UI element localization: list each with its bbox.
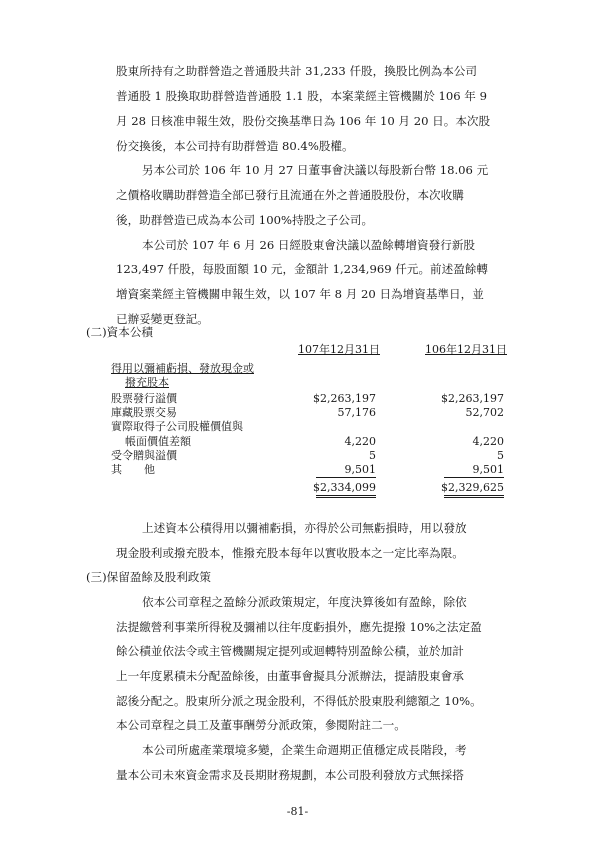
table-cell-107: 9,501 [344, 463, 376, 476]
table-cell-107: $2,263,197 [313, 392, 376, 405]
total-double-rule-106-b [444, 497, 504, 498]
paragraph-3-line-1: 本公司於 107 年 6 月 26 日經股東會決議以盈餘轉增資發行新股 [142, 238, 476, 252]
paragraph-2-line-3: 後，助群營造已成為本公司 100%持股之子公司。 [116, 213, 374, 227]
table-row-label: 帳面價值差額 [125, 435, 191, 448]
table-cell-107: 57,176 [337, 406, 376, 419]
paragraph-1-line-3: 月 28 日核准申報生效，股份交換基準日為 106 年 10 月 20 日。本次股 [116, 114, 491, 128]
paragraph-1-line-1: 股東所持有之助群營造之普通股共計 31,233 仟股，換股比例為本公司 [116, 64, 477, 78]
table-cell-106: 9,501 [472, 463, 504, 476]
total-double-rule-107-b [316, 497, 376, 498]
total-double-rule-106-a [444, 495, 504, 496]
table-row-label: 其 他 [111, 463, 155, 476]
column-header-106: 106年12月31日 [425, 343, 507, 356]
table-cell-107: 5 [369, 449, 376, 462]
table-cell-107: 4,220 [344, 435, 376, 448]
paragraph-2-line-2: 之價格收購助群營造全部已發行且流通在外之普通股股份，本次收購 [116, 188, 464, 202]
paragraph-5-line-6: 本公司章程之員工及董事酬勞分派政策，參閱附註二一。 [116, 718, 406, 732]
table-cell-106: 4,220 [472, 435, 504, 448]
table-row-label: 庫藏股票交易 [111, 406, 177, 419]
paragraph-4-line-2: 現金股利或撥充股本，惟撥充股本每年以實收股本之一定比率為限。 [116, 546, 464, 560]
paragraph-5-line-2: 法提繳營利事業所得稅及彌補以往年度虧損外，應先提撥 10%之法定盈 [116, 620, 482, 634]
paragraph-1-line-4: 份交換後，本公司持有助群營造 80.4%股權。 [116, 139, 354, 153]
paragraph-1-line-2: 普通股 1 股換取助群營造普通股 1.1 股，本案業經主管機關於 106 年 9 [116, 89, 487, 103]
section-heading-retained-earnings: (三)保留盈餘及股利政策 [86, 570, 211, 584]
paragraph-4-line-1: 上述資本公積得用以彌補虧損，亦得於公司無虧損時，用以發放 [142, 521, 467, 535]
paragraph-3-line-4: 已辦妥變更登記。 [116, 312, 209, 326]
paragraph-5-line-5: 認後分配之。股東所分派之現金股利，不得低於股東股利總額之 10%。 [116, 694, 482, 708]
section-heading-capital-surplus: (二)資本公積 [86, 325, 154, 339]
total-double-rule-107-a [316, 495, 376, 496]
paragraph-3-line-3: 增資案業經主管機關申報生效，以 107 年 8 月 20 日為增資基準日，並 [116, 287, 484, 301]
table-cell-106: $2,263,197 [441, 392, 504, 405]
column-header-107: 107年12月31日 [298, 343, 380, 356]
paragraph-6-line-1: 本公司所處產業環境多變，企業生命週期正值穩定成長階段，考 [142, 743, 467, 757]
table-total-106: $2,329,625 [441, 481, 504, 494]
table-total-107: $2,334,099 [313, 481, 376, 494]
table-group-title-line-2: 撥充股本 [125, 376, 169, 389]
table-group-title-line-1: 得用以彌補虧損、發放現金或 [111, 362, 254, 375]
table-row-label: 實際取得子公司股權價值與 [111, 420, 243, 433]
table-row-label: 股票發行溢價 [111, 392, 177, 405]
table-cell-106: 5 [497, 449, 504, 462]
page-number: -81- [286, 805, 309, 818]
table-row-label: 受令贈與溢價 [111, 449, 177, 462]
paragraph-2-line-1: 另本公司於 106 年 10 月 27 日董事會決議以每股新台幣 18.06 元 [142, 163, 489, 177]
paragraph-5-line-1: 依本公司章程之盈餘分派政策規定，年度決算後如有盈餘，除依 [142, 595, 467, 609]
subtotal-rule-107 [316, 477, 376, 478]
table-cell-106: 52,702 [465, 406, 504, 419]
subtotal-rule-106 [444, 477, 504, 478]
paragraph-5-line-3: 餘公積並依法令或主管機關規定提列或迴轉特別盈餘公積，並於加計 [116, 644, 464, 658]
paragraph-5-line-4: 上一年度累積未分配盈餘後，由董事會擬具分派辦法，提請股東會承 [116, 669, 464, 683]
paragraph-3-line-2: 123,497 仟股，每股面額 10 元，金額計 1,234,969 仟元。前述盈餘轉 [116, 262, 489, 276]
paragraph-6-line-2: 量本公司未來資金需求及長期財務規劃，本公司股利發放方式無採搭 [116, 768, 464, 782]
